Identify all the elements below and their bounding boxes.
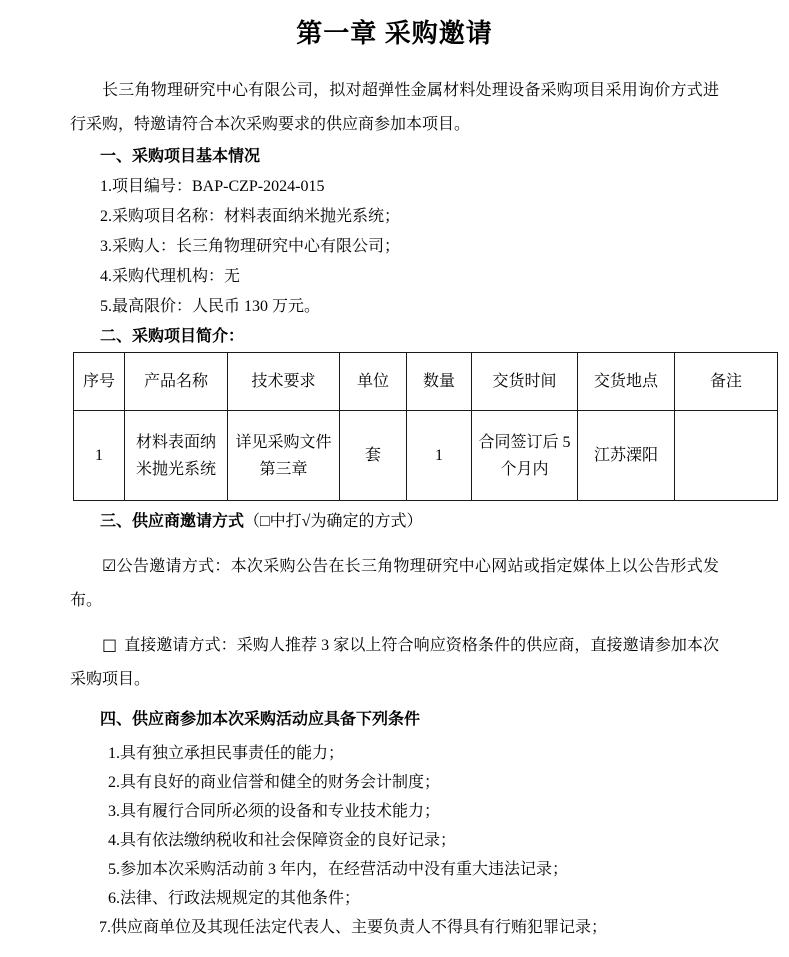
procurement-table — [73, 352, 778, 501]
option-announcement-text: 公告邀请方式：本次采购公告在长三角物理研究中心网站或指定媒体上以公告形式发布。 — [70, 558, 719, 609]
table-cell-tech: 详见采购文件第三章 — [228, 411, 340, 501]
table-cell-product: 材料表面纳米抛光系统 — [125, 411, 228, 501]
table-cell-delivery-place: 江苏溧阳 — [578, 411, 675, 501]
list-item: 3.采购人：长三角物理研究中心有限公司； — [100, 238, 401, 255]
list-item: 2.具有良好的商业信誉和健全的财务会计制度； — [108, 774, 441, 791]
supplier-conditions-list — [70, 739, 719, 942]
table-header-cell: 序号 — [74, 353, 125, 411]
option-direct-invite-text: 直接邀请方式：采购人推荐 3 家以上符合响应资格条件的供应商，直接邀请参加本次采购项目。 — [70, 637, 719, 688]
table-header-cell: 技术要求 — [228, 353, 340, 411]
option-direct-invite — [70, 628, 719, 697]
section-heading-note: （□中打√为确定的方式） — [244, 513, 423, 530]
section-heading-supplier-conditions: 四、供应商参加本次采购活动应具备下列条件 — [100, 711, 421, 728]
checked-checkbox-icon: ☑ — [102, 556, 117, 575]
intro-paragraph: 长三角物理研究中心有限公司，拟对超弹性金属材料处理设备采购项目采用询价方式进行采购，特邀请符合本次采购要求的供应商参加本项目。 — [70, 82, 719, 133]
section-heading-invitation-method — [70, 507, 719, 537]
list-item: 1.项目编号：BAP-CZP-2024-015 — [100, 178, 325, 195]
table-header-cell: 交货地点 — [578, 353, 675, 411]
option-announcement — [70, 549, 719, 618]
list-item: 7.供应商单位及其现任法定代表人、主要负责人不得具有行贿犯罪记录； — [99, 919, 608, 936]
table-header-cell: 交货时间 — [472, 353, 578, 411]
table-header-cell: 单位 — [340, 353, 407, 411]
section-heading-basic-info: 一、采购项目基本情况 — [100, 148, 261, 165]
list-item: 1.具有独立承担民事责任的能力； — [108, 745, 345, 762]
section-heading-text: 三、供应商邀请方式 — [100, 513, 245, 530]
basic-info-list — [70, 172, 719, 322]
table-row — [74, 411, 778, 501]
table-cell-quantity: 1 — [407, 411, 472, 501]
list-item: 2.采购项目名称：材料表面纳米抛光系统； — [100, 208, 401, 225]
chapter-title: 第一章 采购邀请 — [296, 19, 493, 48]
list-item: 4.具有依法缴纳税收和社会保障资金的良好记录； — [108, 832, 457, 849]
table-cell-no: 1 — [74, 411, 125, 501]
table-cell-delivery-time: 合同签订后 5 个月内 — [472, 411, 578, 501]
unchecked-checkbox-icon: □ — [102, 635, 118, 654]
list-item: 5.最高限价：人民币 130 万元。 — [100, 298, 321, 315]
table-header-row — [74, 353, 778, 411]
table-cell-remark — [675, 411, 778, 501]
section-heading-project-brief: 二、采购项目简介： — [100, 328, 245, 345]
list-item: 3.具有履行合同所必须的设备和专业技术能力； — [108, 803, 441, 820]
table-header-cell: 备注 — [675, 353, 778, 411]
list-item: 4.采购代理机构：无 — [100, 268, 241, 285]
table-header-cell: 产品名称 — [125, 353, 228, 411]
table-header-cell: 数量 — [407, 353, 472, 411]
list-item: 6.法律、行政法规规定的其他条件； — [108, 890, 361, 907]
table-cell-unit: 套 — [340, 411, 407, 501]
list-item: 5.参加本次采购活动前 3 年内，在经营活动中没有重大违法记录； — [108, 861, 569, 878]
